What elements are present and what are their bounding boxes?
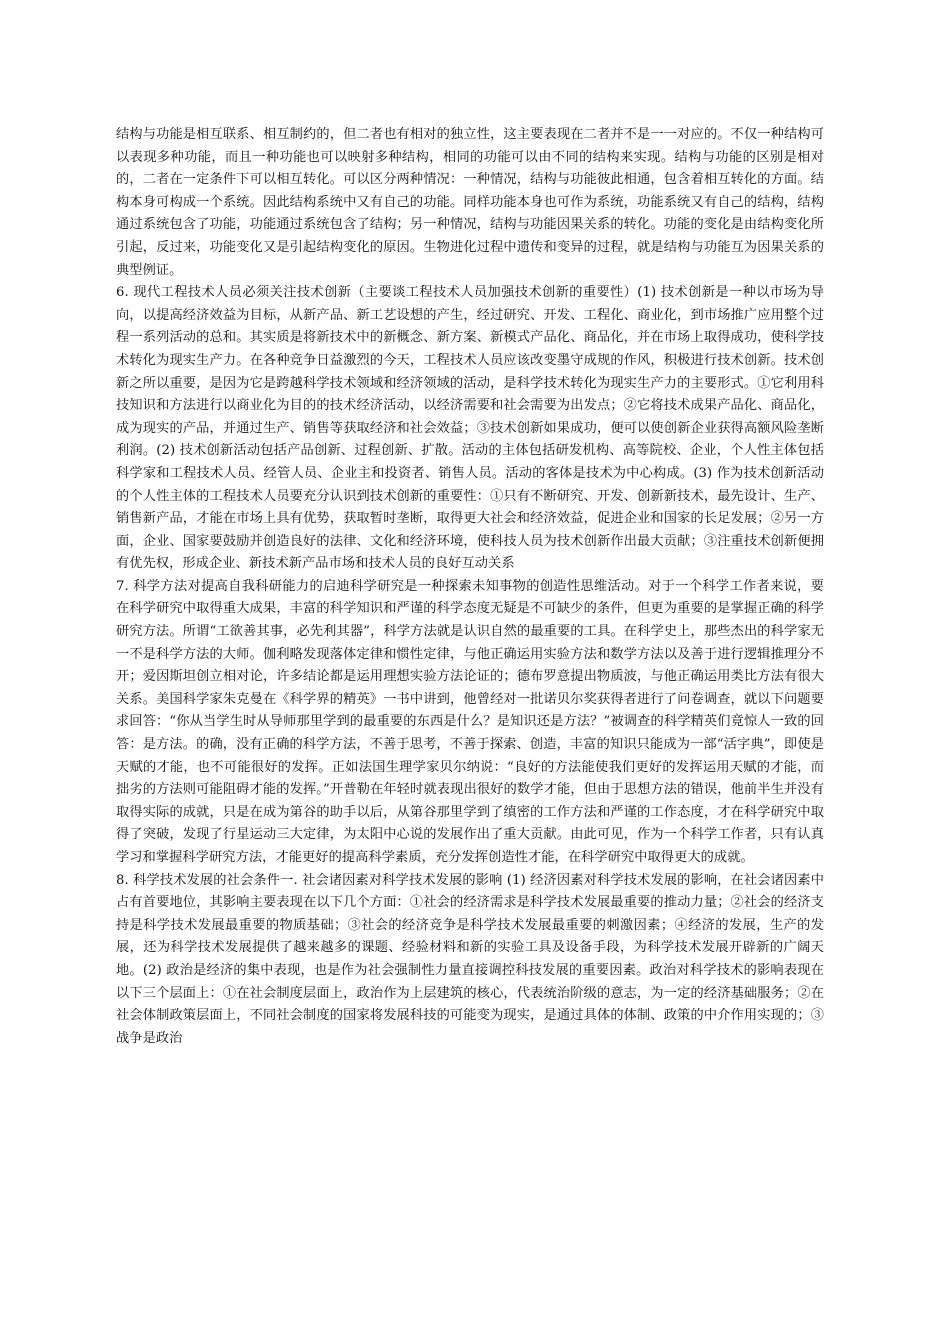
paragraph-6-technical-innovation: 6. 现代工程技术人员必须关注技术创新（主要谈工程技术人员加强技术创新的重要性）(1) 技术创新是一种以市场为导向，以提高经济效益为目标，从新产品、新工艺设想的产生，经过研究、开发、工程化、商业化，到市场推广应用整个过程一系列活动的总和。其实质是将新技术中的新概念、新方案、新模式产品化、商品化，并在市场上取得成功，使科学技术转化为现实生产力。在各种竞争日益激烈的今天，工程技术人员应该改变墨守成规的作风，积极进行技术创新。技术创新之所以重要，是因为它是跨越科学技术领域和经济领域的活动，是科学技术转化为现实生产力的主要形式。①它利用科技知识和方法进行以商业化为目的的技术经济活动，以经济需要和社会需要为出发点；②它将技术成果产品化、商品化，成为现实的产品，并通过生产、销售等获取经济和社会效益；③技术创新如果成功，便可以使创新企业获得高额风险垄断利润。(2) 技术创新活动包括产品创新、过程创新、扩散。活动的主体包括研发机构、高等院校、企业，个人性主体包括科学家和工程技术人员、经管人员、企业主和投资者、销售人员。活动的客体是技术为中心构成。(3) 作为技术创新活动的个人性主体的工程技术人员要充分认识到技术创新的重要性：①只有不断研究、开发、创新新技术，最先设计、生产、销售新产品，才能在市场上具有优势，获取暂时垄断，取得更大社会和经济效益，促进企业和国家的长足发展；②另一方面，企业、国家要鼓励并创造良好的法律、文化和经济环境，使科技人员为技术创新作出最大贡献；③注重技术创新便拥有优先权，形成企业、新技术新产品市场和技术人员的良好互动关系 (116, 285, 824, 572)
document-page (116, 124, 824, 1050)
paragraph-7-scientific-method: 7. 科学方法对提高自我科研能力的启迪科学研究是一种探索未知事物的创造性思维活动。对于一个科学工作者来说，要在科学研究中取得重大成果，丰富的科学知识和严谨的科学态度无疑是不可缺少的条件，但更为重要的是掌握正确的科学研究方法。所谓“工欲善其事，必先利其器”，科学方法就是认识自然的最重要的工具。在科学史上，那些杰出的科学家无一不是科学方法的大师。伽利略发现落体定律和惯性定律，与他正确运用实验方法和数学方法以及善于进行逻辑推理分不开；爱因斯坦创立相对论，许多结论都是运用理想实验方法论证的；德布罗意提出物质波，与他正确运用类比方法有很大关系。美国科学家朱克曼在《科学界的精英》一书中讲到，他曾经对一批诺贝尔奖获得者进行了问卷调查，就以下问题要求回答：“你从当学生时从导师那里学到的最重要的东西是什么？是知识还是方法？”被调查的科学精英们竟惊人一致的回答：是方法。的确，没有正确的科学方法，不善于思考，不善于探索、创造，丰富的知识只能成为一部“活字典”，即使是天赋的才能，也不可能很好的发挥。正如法国生理学家贝尔纳说：“良好的方法能使我们更好的发挥运用天赋的才能，而拙劣的方法则可能阻碍才能的发挥。”开普勒在年轻时就表现出很好的数学才能，但由于思想方法的错误，他前半生并没有取得实际的成就，只是在成为第谷的助手以后，从第谷那里学到了缜密的工作方法和严谨的工作态度，才在科学研究中取得了突破，发现了行星运动三大定律，为太阳中心说的发展作出了重大贡献。由此可见，作为一个科学工作者，只有认真学习和掌握科学研究方法，才能更好的提高科学素质，充分发挥创造性才能，在科学研究中取得更大的成就。 (116, 578, 824, 865)
paragraph-structure-function: 结构与功能是相互联系、相互制约的，但二者也有相对的独立性，这主要表现在二者并不是一一对应的。不仅一种结构可以表现多种功能，而且一种功能也可以映射多种结构，相同的功能可以由不同的结构来实现。结构与功能的区别是相对的，二者在一定条件下可以相互转化。可以区分两种情况：一种情况，结构与功能彼此相通，包含着相互转化的方面。结构本身可构成一个系统。因此结构系统中又有自己的功能。同样功能本身也可作为系统，功能系统又有自己的结构，结构通过系统包含了功能，功能通过系统包含了结构；另一种情况，结构与功能因果关系的转化。功能的变化是由结构变化所引起，反过来，功能变化又是引起结构变化的原因。生物进化过程中遗传和变异的过程，就是结构与功能互为因果关系的典型例证。 (116, 127, 824, 278)
paragraph-8-social-conditions: 8. 科学技术发展的社会条件一. 社会诸因素对科学技术发展的影响 (1) 经济因素对科学技术发展的影响，在社会诸因素中占有首要地位，其影响主要表现在以下几个方面：①社会的经济需求是科学技术发展最重要的推动力量；②社会的经济支持是科学技术发展最重要的物质基础；③社会的经济竞争是科学技术发展最重要的刺激因素；④经济的发展，生产的发展，还为科学技术发展提供了越来越多的课题、经验材料和新的实验工具及设备手段，为科学技术发展开辟新的广阔天地。(2) 政治是经济的集中表现，也是作为社会强制性力量直接调控科技发展的重要因素。政治对科学技术的影响表现在以下三个层面上：①在社会制度层面上，政治作为上层建筑的核心，代表统治阶级的意志，为一定的经济基础服务；②在社会体制政策层面上，不同社会制度的国家将发展科技的可能变为现实，是通过具体的体制、政策的中介作用实现的；③战争是政治 (116, 872, 824, 1046)
